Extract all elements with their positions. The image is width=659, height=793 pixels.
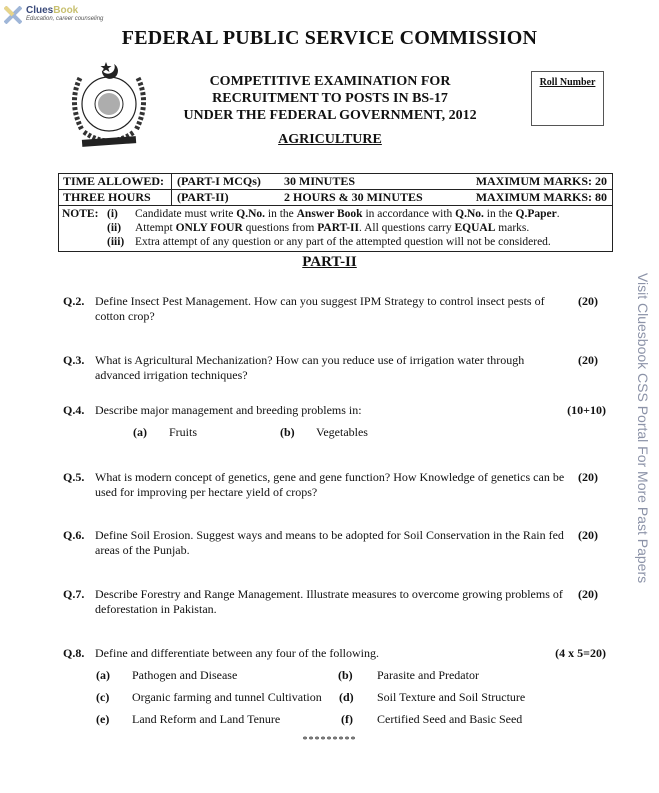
question [63,353,608,385]
part-label: (PART-I MCQs) [177,174,261,188]
question-number: Q.7. [63,587,85,601]
question-text: Describe major management and breeding problems in: [95,403,362,417]
end-marker: ********* [302,735,357,746]
note-index: (i) [107,208,118,220]
note-index: (iii) [107,236,125,248]
note-line [62,207,612,221]
sub-part-label: (d) [339,690,354,704]
roll-number-label: Roll Number [539,77,596,88]
side-watermark-text: Visit Cluesbook CSS Portal For More Past Papers [635,272,651,584]
question-marks: (20) [578,353,598,367]
question [63,646,608,730]
note-line [62,221,612,235]
subhead-line: RECRUITMENT TO POSTS IN BS-17 [212,91,448,106]
exam-subheading [150,73,510,124]
sub-part-label: (e) [96,712,110,726]
question-number: Q.2. [63,294,85,308]
question-marks: (20) [578,470,598,484]
sub-part-text: Certified Seed and Basic Seed [377,712,523,726]
question-text: What is modern concept of genetics, gene and gene function? How Knowledge of genetics can be used for improving per hectare yield of crops? [95,470,565,499]
sub-part-label: (f) [341,712,353,726]
question-text: Describe Forestry and Range Management. Illustrate measures to overcome growing problems of deforestation in Pakistan. [95,587,563,616]
sub-part-text: Fruits [169,425,198,439]
notes-section [59,206,612,251]
sub-part-label: (c) [96,690,110,704]
question-text: Define Soil Erosion. Suggest ways and means to be adopted for Soil Conservation in the Rain fed areas of the Punjab. [95,528,564,557]
subhead-line: UNDER THE FEDERAL GOVERNMENT, 2012 [183,108,477,123]
question-marks: (20) [578,528,598,542]
question-number: Q.3. [63,353,85,367]
question-marks: (20) [578,294,598,308]
sub-part-label: (a) [133,425,147,439]
question [63,470,608,502]
note-text: Attempt ONLY FOUR questions from PART-II. All questions carry EQUAL marks. [135,222,530,234]
subject-title: AGRICULTURE [278,132,382,147]
question-text: Define and differentiate between any four of the following. [95,646,380,660]
note-label: NOTE: [62,208,99,220]
sub-part-text: Land Reform and Land Tenure [132,712,281,726]
roll-number-box [531,71,604,126]
logo-brand: CluesBook [26,5,79,16]
part-duration: 2 HOURS & 30 MINUTES [284,190,423,204]
question-number: Q.8. [63,646,85,660]
logo-x-icon [4,6,22,24]
sub-part-label: (b) [338,668,353,682]
sub-part-text: Parasite and Predator [377,668,479,682]
sub-part-text: Pathogen and Disease [132,668,238,682]
logo-tagline: Education, career counseling [26,16,104,22]
sub-part-label: (a) [96,668,110,682]
time-allowed-label: TIME ALLOWED: [59,174,172,189]
question-text: What is Agricultural Mechanization? How can you reduce use of irrigation water through advanced irrigation techniques? [95,353,525,382]
note-line [62,235,612,249]
total-time: THREE HOURS [59,190,172,205]
question [63,294,608,326]
cluesbook-logo [2,4,104,26]
page-title: FEDERAL PUBLIC SERVICE COMMISSION [121,27,538,49]
question-marks: (10+10) [567,403,606,417]
exam-info-table [58,173,613,252]
note-text: Extra attempt of any question or any part of the attempted question will not be considered. [135,236,551,248]
note-text: Candidate must write Q.No. in the Answer Book in accordance with Q.No. in the Q.Paper. [135,208,560,220]
question [63,528,608,560]
sub-part-text: Organic farming and tunnel Cultivation [132,690,322,704]
question-number: Q.4. [63,403,85,417]
question [63,403,608,443]
part-title: PART-II [302,254,357,270]
side-watermark [632,258,654,598]
question-text: Define Insect Pest Management. How can you suggest IPM Strategy to control insect pests of cotton crop? [95,294,545,323]
question-number: Q.6. [63,528,85,542]
part-duration: 30 MINUTES [284,174,356,188]
part-label: (PART-II) [177,190,229,204]
subhead-line: COMPETITIVE EXAMINATION FOR [209,74,451,89]
question-marks: (4 x 5=20) [555,646,606,660]
max-marks: MAXIMUM MARKS: 20 [475,174,607,188]
fpsc-emblem-icon [62,58,156,150]
note-index: (ii) [107,222,122,234]
sub-part-label: (b) [280,425,295,439]
info-row [59,190,612,206]
question-number: Q.5. [63,470,85,484]
info-row [59,174,612,190]
question-marks: (20) [578,587,598,601]
sub-part-text: Vegetables [316,425,368,439]
sub-part-text: Soil Texture and Soil Structure [377,690,526,704]
max-marks: MAXIMUM MARKS: 80 [475,190,607,204]
question [63,587,608,619]
